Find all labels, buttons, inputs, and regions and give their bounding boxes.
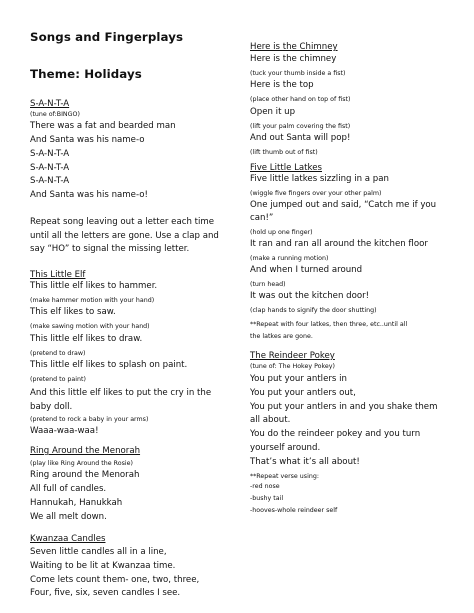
verse-line: Waiting to be lit at Kwanzaa time. [30, 561, 176, 571]
verse-line: Here is the chimney [250, 54, 337, 64]
instruction-note: (pretend to draw) [30, 350, 86, 357]
instruction-note: (make sawing motion with your hand) [30, 323, 150, 330]
song-title-s-a-n-t-a: S-A-N-T-A [30, 99, 70, 109]
page-heading: Theme: Holidays [30, 67, 142, 81]
instruction-note: (lift your palm covering the fist) [250, 123, 351, 130]
verse-line: Repeat song leaving out a letter each time [30, 217, 215, 227]
instruction-note: (clap hands to signify the door shutting) [250, 307, 377, 314]
verse-line: You put your antlers in and you shake them [250, 402, 438, 412]
verse-line: S-A-N-T-A [30, 149, 70, 159]
verse-line: Ring around the Menorah [30, 470, 140, 480]
verse-line: And when I turned around [250, 265, 363, 275]
verse-line: This elf likes to saw. [30, 307, 116, 317]
verse-line: Come lets count them- one, two, three, [30, 575, 200, 585]
verse-line: Hannukah, Hanukkah [30, 498, 123, 508]
verse-line: all about. [250, 415, 291, 425]
verse-line: It ran and ran all around the kitchen floor [250, 239, 428, 249]
page-heading: Songs and Fingerplays [30, 30, 184, 44]
instruction-note: -red nose [250, 483, 280, 490]
instruction-note: **Repeat with four latkes, then three, etc..until all [250, 321, 408, 328]
verse-line: All full of candles. [30, 484, 107, 494]
verse-line: say “HO” to signal the missing letter. [30, 244, 190, 254]
verse-line: Open it up [250, 107, 296, 117]
verse-line: This little elf likes to draw. [30, 334, 143, 344]
verse-line: And Santa was his name-o! [30, 190, 148, 200]
verse-line: Waaa-waa-waa! [30, 426, 99, 436]
verse-line: You put your antlers in [250, 374, 347, 384]
verse-line: Here is the top [250, 80, 314, 90]
instruction-note: (wiggle five fingers over your other palm) [250, 190, 382, 197]
song-title-this-little-elf: This Little Elf [30, 270, 86, 280]
verse-line: One jumped out and said, “Catch me if you [250, 200, 437, 210]
instruction-note: (make hammer motion with your hand) [30, 297, 155, 304]
verse-line: That’s what it’s all about! [250, 457, 360, 467]
verse-line: And this little elf likes to put the cry in the [30, 388, 212, 398]
verse-line: You do the reindeer pokey and you turn [250, 429, 421, 439]
verse-line: We all melt down. [30, 512, 107, 522]
song-title-the-reindeer-pokey: The Reindeer Pokey [250, 351, 335, 361]
song-title-kwanzaa-candles: Kwanzaa Candles [30, 534, 106, 544]
verse-line: yourself around. [250, 443, 321, 453]
verse-line: until all the letters are gone. Use a clap and [30, 231, 219, 241]
song-title-ring-around-the-menorah: Ring Around the Menorah [30, 446, 141, 456]
instruction-note: the latkes are gone. [250, 333, 313, 340]
instruction-note: (tune of:BINGO) [30, 111, 80, 118]
instruction-note: -bushy tail [250, 495, 284, 502]
instruction-note: **Repeat verse using: [250, 473, 319, 480]
song-title-here-is-the-chimney: Here is the Chimney [250, 42, 338, 52]
instruction-note: (pretend to rock a baby in your arms) [30, 416, 149, 423]
instruction-note: (play like Ring Around the Rosie) [30, 460, 133, 467]
verse-line: baby doll. [30, 402, 73, 412]
instruction-note: (lift thumb out of fist) [250, 149, 318, 156]
instruction-note: (pretend to paint) [30, 376, 86, 383]
verse-line: can!” [250, 213, 274, 223]
instruction-note: (turn head) [250, 281, 286, 288]
instruction-note: (tune of: The Hokey Pokey) [250, 363, 335, 370]
verse-line: And out Santa will pop! [250, 133, 351, 143]
verse-line: S-A-N-T-A [30, 163, 70, 173]
verse-line: You put your antlers out, [250, 388, 356, 398]
verse-line: This little elf likes to splash on paint. [30, 360, 188, 370]
instruction-note: (make a running motion) [250, 255, 329, 262]
song-title-five-little-latkes: Five Little Latkes [250, 163, 322, 173]
instruction-note: -hooves-whole reindeer self [250, 507, 338, 514]
instruction-note: (hold up one finger) [250, 229, 313, 236]
instruction-note: (place other hand on top of fist) [250, 96, 351, 103]
verse-line: And Santa was his name-o [30, 135, 145, 145]
verse-line: Four, five, six, seven candles I see. [30, 588, 181, 598]
verse-line: Seven little candles all in a line, [30, 547, 167, 557]
verse-line: S-A-N-T-A [30, 176, 70, 186]
verse-line: This little elf likes to hammer. [30, 281, 158, 291]
instruction-note: (tuck your thumb inside a fist) [250, 70, 346, 77]
verse-line: There was a fat and bearded man [30, 121, 176, 131]
verse-line: Five little latkes sizzling in a pan [250, 174, 389, 184]
verse-line: It was out the kitchen door! [250, 291, 370, 301]
